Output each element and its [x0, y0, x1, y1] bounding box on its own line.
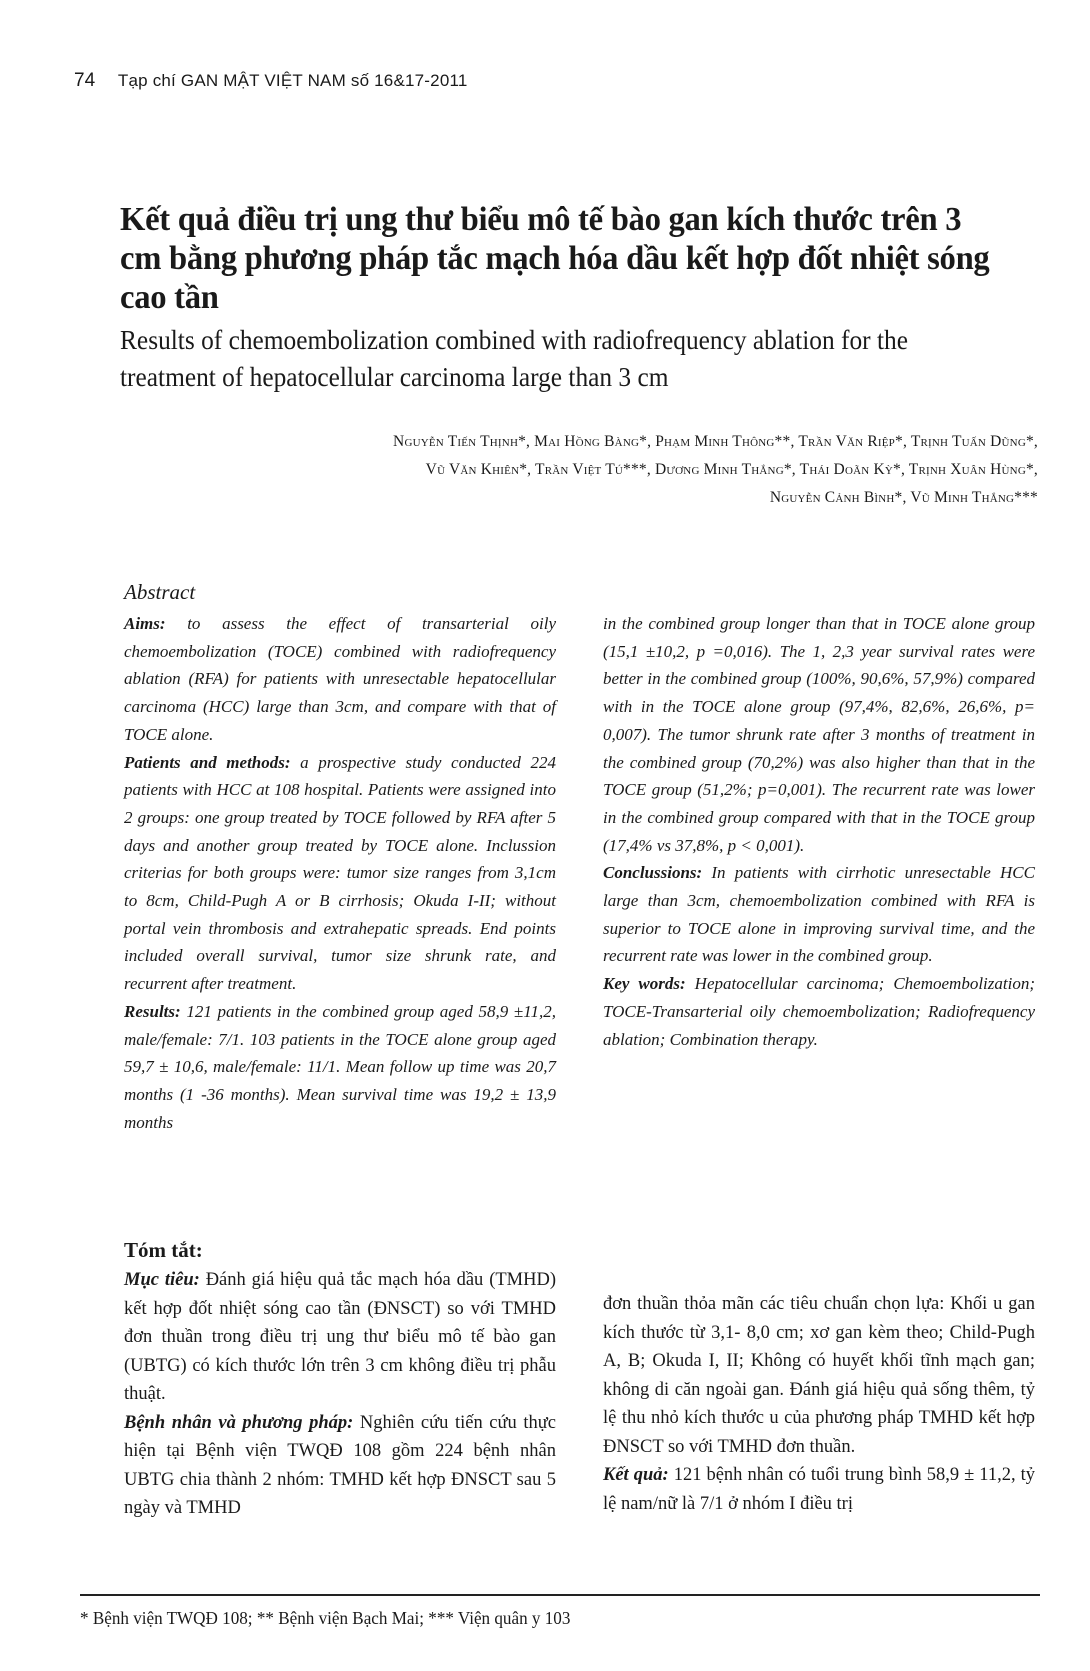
results-text: 121 patients in the combined group aged 58,9 ±11,2, male/female: 7/1. 103 patients in the TOCE alone group aged 59,7 ± 10,6, male/female: 11/1. Mean follow up time was 20,7 months (1 -36 months). Mean survival time was 19,2 ± 13,9 months: [124, 1001, 556, 1132]
results-label-vi: Kết quả:: [603, 1465, 669, 1485]
abstract-results: [124, 998, 556, 1137]
title-vietnamese: Kết quả điều trị ung thư biểu mô tế bào gan kích thước trên 3 cm bằng phương pháp tắc mạch hóa dầu kết hợp đốt nhiệt sóng cao tần: [120, 201, 990, 316]
abstract-aims: [124, 610, 556, 749]
methods-text: a prospective study conducted 224 patients with HCC at 108 hospital. Patients were assigned into 2 groups: one group treated by TOCE followed by RFA after 5 days and another group treated by TOCE alone. Inclussion criterias for both groups were: tumor size ranges from 3,1cm to 8cm, Child-Pugh A or B cirrhosis; Okuda I-II; without portal vein thrombosis and extrahepatic spreads. End points included overall survival, tumor size shrunk rate, and recurrent after treatment.: [124, 752, 556, 994]
summary-results: [603, 1461, 1035, 1518]
summary-column-left: [124, 1266, 556, 1523]
journal-name: Tạp chí GAN MẬT VIỆT NAM số 16&17-2011: [117, 71, 468, 90]
results-text-vi: 121 bệnh nhân có tuổi trung bình 58,9 ± 11,2, tỷ lệ nam/nữ là 7/1 ở nhóm I điều trị: [603, 1465, 1036, 1514]
abstract-keywords: [603, 970, 1035, 1053]
summary-methods: [124, 1409, 556, 1523]
conclusions-label: Conclussions:: [603, 863, 703, 883]
abstract-column-left: [124, 610, 556, 1136]
objective-label: Mục tiêu:: [124, 1270, 200, 1290]
running-head: [74, 70, 468, 92]
author-list: [120, 428, 1038, 512]
objective-text: Đánh giá hiệu quả tắc mạch hóa dầu (TMHD) kết hợp đốt nhiệt sóng cao tần (ĐNSCT) so với TMHD đơn thuần trong điều trị ung thư biểu mô tế bào gan (UBTG) có kích thước lớn trên 3 cm không điều trị phẫu thuật.: [124, 1270, 556, 1404]
summary-objective: [124, 1266, 556, 1409]
author-line: Nguyễn Tiến Thịnh*, Mai Hồng Bàng*, Phạm Minh Thông**, Trần Văn Riệp*, Trịnh Tuấn Dũng*,: [393, 433, 1038, 450]
author-line: Vũ Văn Khiên*, Trần Việt Tú***, Dương Minh Thắng*, Thái Doãn Kỳ*, Trịnh Xuân Hùng*,: [425, 461, 1038, 478]
aims-text: to assess the effect of transarterial oily chemoembolization (TOCE) combined with radiofrequency ablation (RFA) for patients with unresectable hepatocellular carcinoma (HCC) large than 3cm, and compare with that of TOCE alone.: [124, 614, 556, 744]
abstract-results-continued: in the combined group longer than that in TOCE alone group (15,1 ±10,2, p =0,016). The 1, 2,3 year survival rates were better in the combined group (100%, 90,6%, 57,9%) compared with in the TOCE alone group (97,4%, 82,6%, 26,6%, p= 0,007). The tumor shrunk rate after 3 months of treatment in the combined group (70,2%) was also higher than that in the TOCE group (51,2%; p=0,001). The recurrent rate was lower in the combined group compared with that in the TOCE group (17,4% vs 37,8%, p < 0,001).: [603, 614, 1035, 855]
methods-label: Patients and methods:: [124, 752, 291, 772]
author-line: Nguyễn Cảnh Bình*, Vũ Minh Thắng***: [769, 489, 1038, 506]
methods-text-vi: Nghiên cứu tiến cứu thực hiện tại Bệnh viện TWQĐ 108 gồm 224 bệnh nhân UBTG chia thành 2 nhóm: TMHD kết hợp ĐNSCT sau 5 ngày và TMHD: [124, 1412, 557, 1518]
methods-label-vi: Bệnh nhân và phương pháp:: [124, 1412, 354, 1433]
keywords-label: Key words:: [603, 974, 686, 994]
summary-column-right: [603, 1290, 1035, 1518]
aims-label: Aims:: [124, 614, 166, 633]
conclusions-text: In patients with cirrhotic unresectable HCC large than 3cm, chemoembolization combined with RFA is superior to TOCE alone in improving survival time, and the recurrent rate was lower in the combined group.: [603, 863, 1035, 966]
abstract-column-right: [603, 610, 1035, 1053]
abstract-heading: Abstract: [124, 580, 196, 604]
keywords-text: Hepatocellular carcinoma; Chemoembolization; TOCE-Transarterial oily chemoembolization; Radiofrequency ablation; Combination therapy.: [603, 974, 1035, 1049]
page-number: 74: [74, 70, 96, 91]
results-label: Results:: [124, 1001, 181, 1021]
summary-methods-continued: đơn thuần thỏa mãn các tiêu chuẩn chọn lựa: Khối u gan kích thước từ 3,1- 8,0 cm; xơ gan kèm theo; Child-Pugh A, B; Okuda I, II; Không có huyết khối tĩnh mạch gan; không di căn ngoài gan. Đánh giá hiệu quả sống thêm, tỷ lệ thu nhỏ kích thước u của phương pháp TMHD kết hợp ĐNSCT so với TMHD đơn thuần.: [603, 1294, 1035, 1457]
footnote-divider: [80, 1594, 1040, 1596]
affiliation-footnote: * Bệnh viện TWQĐ 108; ** Bệnh viện Bạch Mai; *** Viện quân y 103: [80, 1608, 571, 1628]
title-english: Results of chemoembolization combined with radiofrequency ablation for the treatment of hepatocellular carcinoma large than 3 cm: [120, 325, 908, 392]
summary-heading: Tóm tắt:: [124, 1238, 203, 1262]
abstract-methods: [124, 749, 556, 998]
abstract-conclusions: [603, 859, 1035, 970]
